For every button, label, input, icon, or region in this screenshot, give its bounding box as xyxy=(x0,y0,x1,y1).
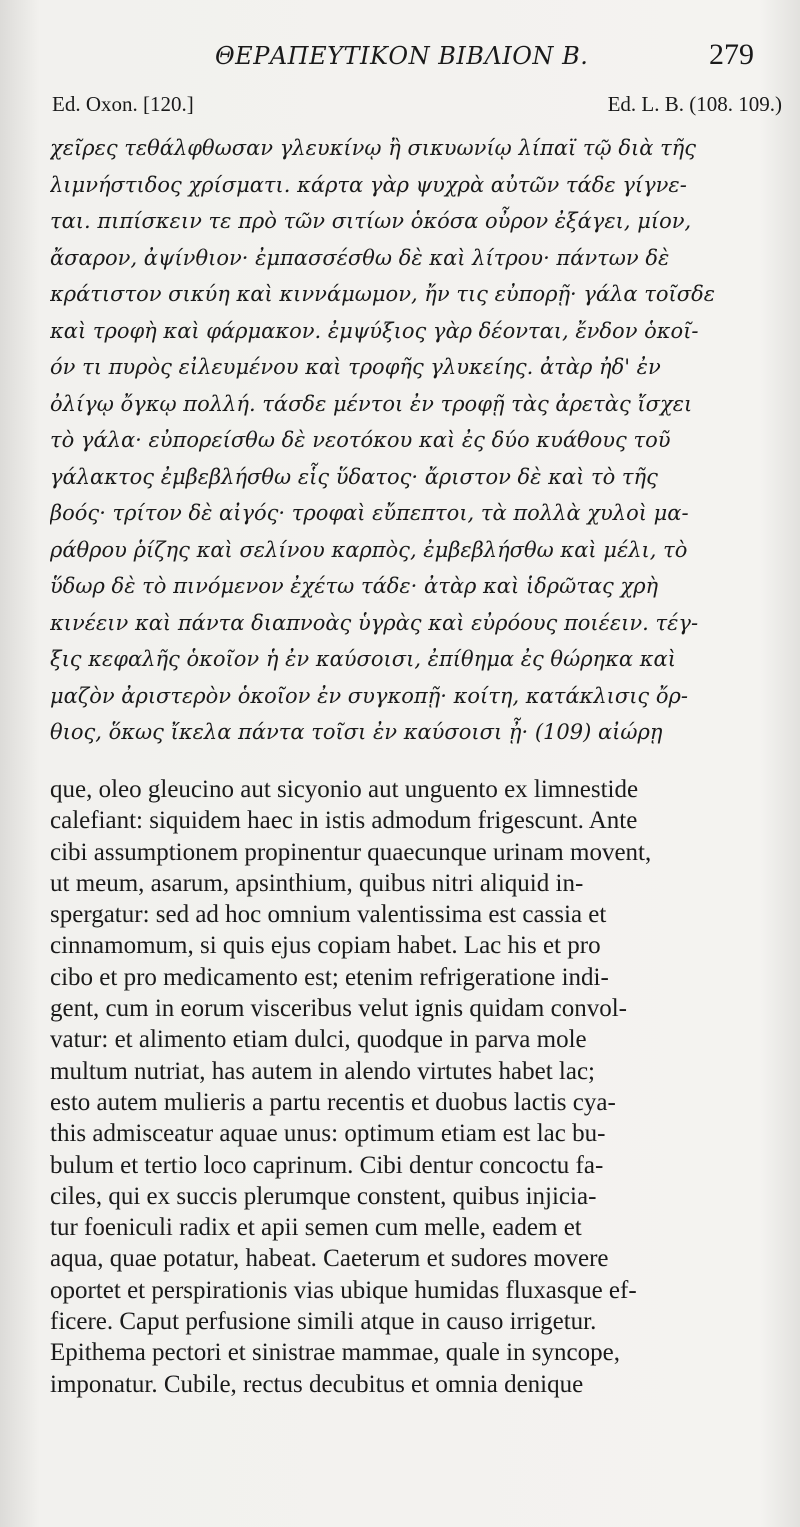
latin-line: cibi assumptionem propinentur quaecunque urinam movent, xyxy=(50,838,652,866)
greek-text-block xyxy=(50,130,780,751)
latin-line: bulum et tertio loco caprinum. Cibi dentur concoctu fa- xyxy=(50,1151,604,1179)
latin-line: oportet et perspirationis vias ubique humidas fluxasque ef- xyxy=(50,1276,637,1304)
latin-line: this admisceatur aquae unus: optimum etiam est lac bu- xyxy=(50,1120,606,1148)
edition-references xyxy=(52,92,782,122)
latin-line: ficere. Caput perfusione simili atque in causo irrigetur. xyxy=(50,1308,597,1336)
greek-line: θιος, ὅκως ἴκελα πάντα τοῖσι ἐν καύσοισι ᾖ· (109) αἰώρῃ xyxy=(50,720,663,744)
latin-line: imponatur. Cubile, rectus decubitus et omnia denique xyxy=(50,1370,584,1398)
running-head xyxy=(0,38,800,78)
edition-ref-leipzig: Ed. L. B. (108. 109.) xyxy=(607,92,782,116)
greek-line: όν τι πυρὸς εἰλευμένου καὶ τροφῆς γλυκείης. ἀτὰρ ἠδ' ἐν xyxy=(50,355,661,379)
greek-line: βοός· τρίτον δὲ αἰγός· τροφαὶ εὔπεπτοι, τὰ πολλὰ χυλοὶ μα- xyxy=(50,501,689,525)
latin-line: spergatur: sed ad hoc omnium valentissima est cassia et xyxy=(50,901,607,929)
greek-line: ἄσαρον, ἀψίνθιον· ἐμπασσέσθω δὲ καὶ λίτρου· πάντων δὲ xyxy=(50,245,670,270)
latin-line: Epithema pectori et sinistrae mammae, quale in syncope, xyxy=(50,1339,620,1367)
latin-line: aqua, quae potatur, habeat. Caeterum et sudores movere xyxy=(50,1245,609,1273)
greek-line: ται. πιπίσκειν τε πρὸ τῶν σιτίων ὁκόσα οὖρον ἐξάγει, μίον, xyxy=(50,209,692,233)
greek-line: ὕδωρ δὲ τὸ πινόμενον ἐχέτω τάδε· ἀτὰρ καὶ ἱδρῶτας χρὴ xyxy=(50,574,659,598)
running-title: ΘΕΡΑΠΕΥΤΙΚΟΝ ΒΙΒΛΙΟΝ Β. xyxy=(215,42,589,70)
greek-line: γάλακτος ἐμβεβλήσθω εἷς ὕδατος· ἄριστον δὲ καὶ τὸ τῆς xyxy=(50,464,658,489)
latin-line: multum nutriat, has autem in alendo virtutes habet lac; xyxy=(50,1057,595,1085)
greek-line: χεῖρες τεθάλφθωσαν γλευκίνῳ ἢ σικυωνίῳ λίπαϊ τῷ διὰ τῆς xyxy=(50,136,697,160)
page-number: 279 xyxy=(709,38,754,71)
greek-line: καὶ τροφὴ καὶ φάρμακον. ἐμψύξιος γὰρ δέονται, ἔνδον ὁκοῖ- xyxy=(50,318,699,343)
latin-line: vatur: et alimento etiam dulci, quodque in parva mole xyxy=(50,1026,587,1054)
greek-line: ράθρου ῥίζης καὶ σελίνου καρπὸς, ἐμβεβλήσθω καὶ μέλι, τὸ xyxy=(50,537,688,562)
greek-line: κινέειν καὶ πάντα διαπνοὰς ὑγρὰς καὶ εὐρόους ποιέειν. τέγ- xyxy=(50,610,699,635)
latin-line: gent, cum in eorum visceribus velut ignis quidam convol- xyxy=(50,995,627,1023)
greek-line: μαζὸν ἀριστερὸν ὁκοῖον ἐν συγκοπῇ· κοίτη, κατάκλισις ὄρ- xyxy=(50,683,688,708)
latin-line: esto autem mulieris a partu recentis et duobus lactis cya- xyxy=(50,1088,616,1116)
latin-line: ciles, qui ex succis plerumque constent, quibus injicia- xyxy=(50,1182,597,1210)
greek-line: ὀλίγῳ ὄγκῳ πολλή. τάσδε μέντοι ἐν τροφῇ τὰς ἀρετὰς ἴσχει xyxy=(50,391,693,416)
greek-line: τὸ γάλα· εὐπορείσθω δὲ νεοτόκου καὶ ἐς δύο κυάθους τοῦ xyxy=(50,428,671,452)
latin-line: cibo et pro medicamento est; etenim refrigeratione indi- xyxy=(50,963,609,991)
latin-line: tur foeniculi radix et apii semen cum melle, eadem et xyxy=(50,1214,582,1242)
latin-line: cinnamomum, si quis ejus copiam habet. Lac his et pro xyxy=(50,932,601,960)
greek-line: ξις κεφαλῆς ὁκοῖον ἡ ἐν καύσοισι, ἐπίθημα ἐς θώρηκα καὶ xyxy=(50,647,676,671)
edition-ref-oxford: Ed. Oxon. [120.] xyxy=(52,92,194,116)
greek-line: κράτιστον σικύη καὶ κιννάμωμον, ἤν τις εὐπορῇ· γάλα τοῖσδε xyxy=(50,282,716,306)
latin-text-block xyxy=(50,774,785,1400)
latin-line: ut meum, asarum, apsinthium, quibus nitri aliquid in- xyxy=(50,869,584,897)
latin-line: calefiant: siquidem haec in istis admodum frigescunt. Ante xyxy=(50,807,638,835)
latin-line: que, oleo gleucino aut sicyonio aut unguento ex limnestide xyxy=(50,776,639,803)
greek-line: λιμνήστιδος χρίσματι. κάρτα γὰρ ψυχρὰ αὐτῶν τάδε γίγνε- xyxy=(50,172,687,197)
